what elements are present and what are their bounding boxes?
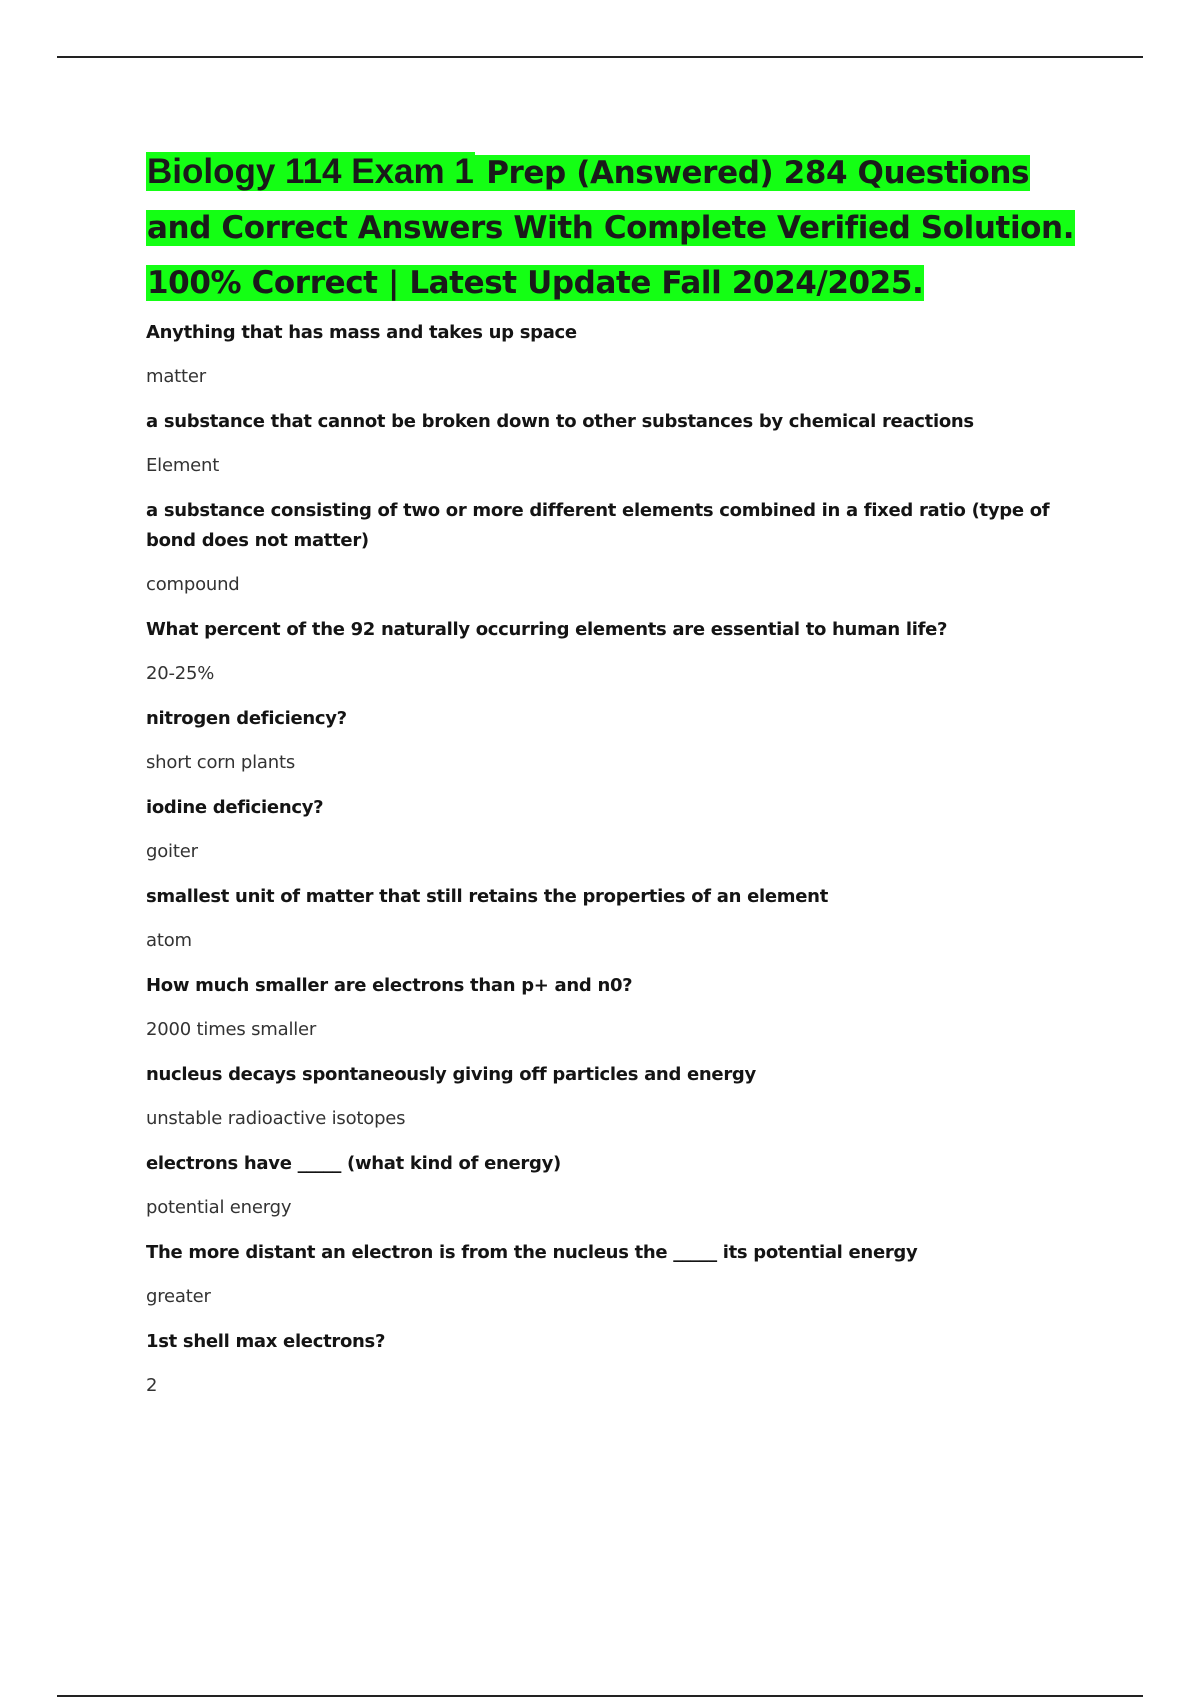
qa-item — [146, 1238, 1086, 1312]
answer-text: compound — [146, 574, 240, 595]
question-text: a substance that cannot be broken down to other substances by chemical reactions — [146, 411, 974, 432]
answer-text: matter — [146, 366, 206, 387]
question-text: a substance consisting of two or more different elements combined in a fixed ratio (type of bond does not matter) — [146, 500, 1050, 551]
answer-text: goiter — [146, 841, 198, 862]
question-text: smallest unit of matter that still retains the properties of an element — [146, 886, 828, 907]
question-text: nitrogen deficiency? — [146, 708, 347, 729]
answer-text: 2000 times smaller — [146, 1019, 317, 1040]
answer-text: 20-25% — [146, 663, 215, 684]
qa-item — [146, 407, 1086, 481]
qa-item — [146, 882, 1086, 956]
qa-item — [146, 704, 1086, 778]
title-line — [146, 145, 1076, 200]
bottom-rule — [57, 1695, 1143, 1697]
answer-text: potential energy — [146, 1197, 292, 1218]
answer-text: greater — [146, 1286, 211, 1307]
qa-item — [146, 1149, 1086, 1223]
question-answer-list — [146, 318, 1086, 1416]
title-line-rest: 100% Correct | Latest Update Fall 2024/2025. — [147, 265, 924, 301]
question-text: electrons have _____ (what kind of energy) — [146, 1153, 561, 1174]
question-text: What percent of the 92 naturally occurring elements are essential to human life? — [146, 619, 948, 640]
question-text: nucleus decays spontaneously giving off particles and energy — [146, 1064, 756, 1085]
question-text: Anything that has mass and takes up space — [146, 322, 577, 343]
title-line-rest: Prep (Answered) 284 Questions — [475, 155, 1030, 191]
qa-item — [146, 496, 1086, 600]
answer-text: Element — [146, 455, 220, 476]
question-text: 1st shell max electrons? — [146, 1331, 386, 1352]
answer-text: 2 — [146, 1375, 158, 1396]
qa-item — [146, 793, 1086, 867]
title-line-lead: Biology 114 Exam 1 — [147, 152, 474, 191]
answer-text: unstable radioactive isotopes — [146, 1108, 406, 1129]
question-text: The more distant an electron is from the nucleus the _____ its potential energy — [146, 1242, 918, 1263]
title-line — [146, 255, 1076, 310]
qa-item — [146, 1327, 1086, 1401]
qa-item — [146, 318, 1086, 392]
question-text: How much smaller are electrons than p+ and n0? — [146, 975, 633, 996]
question-text: iodine deficiency? — [146, 797, 324, 818]
top-rule — [57, 56, 1143, 58]
qa-item — [146, 615, 1086, 689]
document-title — [146, 145, 1076, 310]
qa-item — [146, 971, 1086, 1045]
qa-item — [146, 1060, 1086, 1134]
answer-text: atom — [146, 930, 192, 951]
answer-text: short corn plants — [146, 752, 296, 773]
title-line — [146, 200, 1076, 255]
title-line-rest: and Correct Answers With Complete Verified Solution. — [147, 210, 1075, 246]
